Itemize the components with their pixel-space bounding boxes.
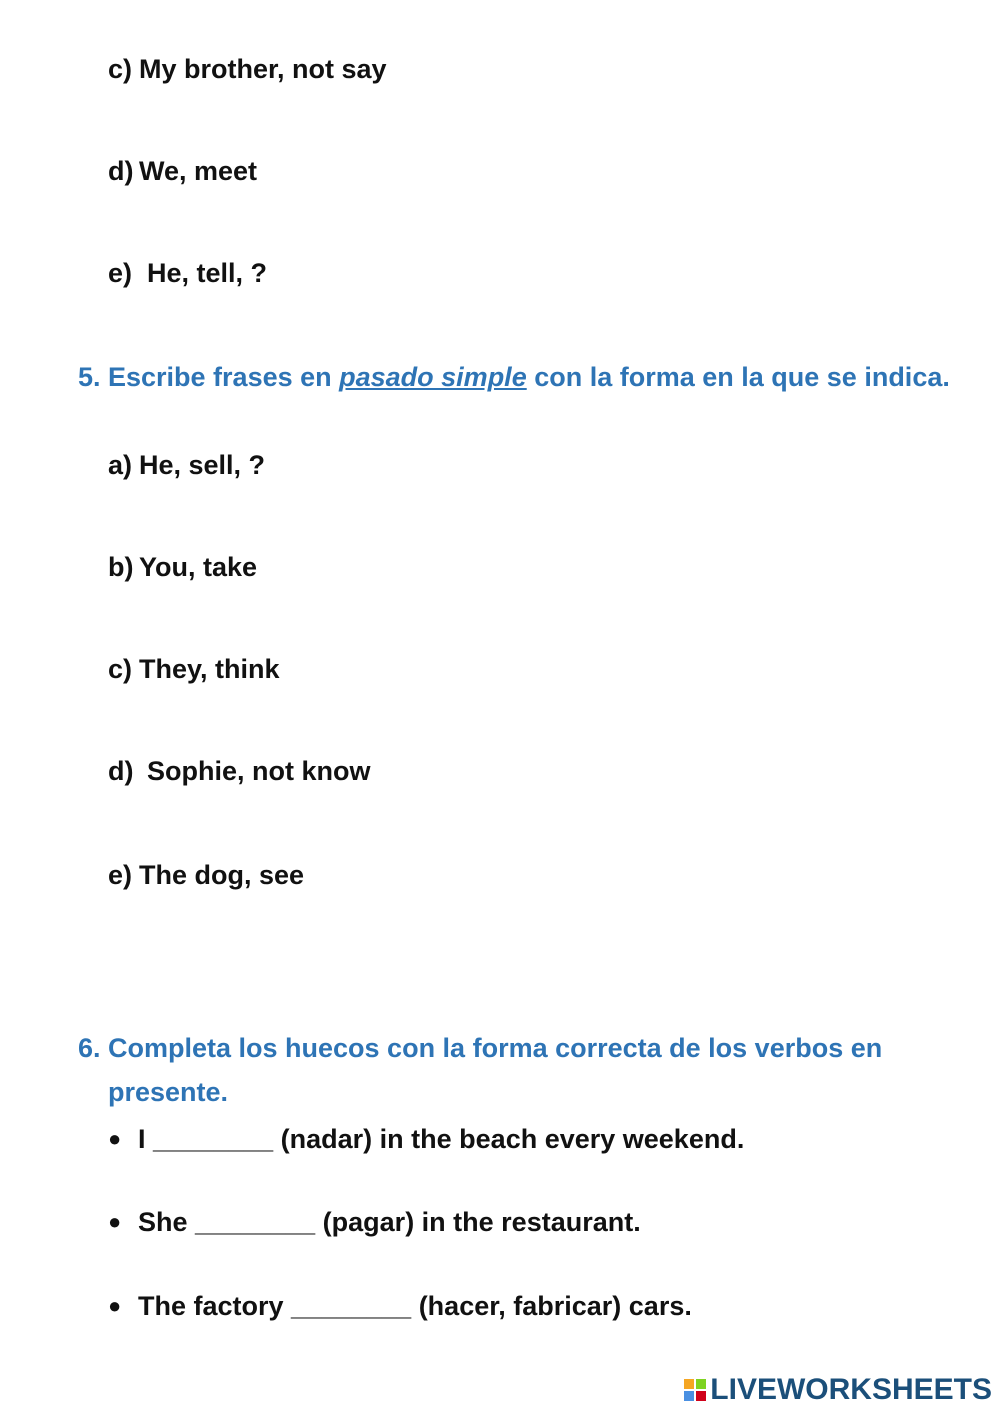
item-text-before: The factory	[138, 1291, 292, 1321]
item-text: The dog, see	[139, 860, 305, 890]
item-label: b)	[108, 552, 134, 582]
item-text-after: (nadar) in the beach every weekend.	[273, 1124, 745, 1154]
instruction-emphasis: pasado simple	[339, 362, 527, 392]
answer-blank[interactable]: ________	[153, 1124, 274, 1154]
item-text-before: I	[138, 1124, 154, 1154]
section5-item-d	[108, 753, 371, 789]
section4-item-d	[108, 153, 257, 189]
answer-blank[interactable]: ________	[291, 1291, 412, 1321]
item-label: d)	[108, 156, 134, 186]
logo-grid-icon	[684, 1379, 706, 1401]
item-text: They, think	[139, 654, 280, 684]
item-label: e)	[108, 860, 133, 890]
logo-text: LIVEWORKSHEETS	[710, 1373, 992, 1406]
section5-item-c	[108, 651, 280, 687]
bullet-icon: ●	[108, 1126, 122, 1151]
item-text-before: She	[138, 1207, 196, 1237]
item-text: He, tell, ?	[147, 258, 268, 288]
item-label: c)	[108, 654, 133, 684]
section4-item-e	[108, 255, 267, 291]
item-text: My brother, not say	[139, 54, 387, 84]
section6-instruction: Completa los huecos con la forma correcta de los verbos en presente.	[108, 1033, 883, 1107]
section4-item-c	[108, 51, 387, 87]
section5-number: 5.	[78, 362, 101, 392]
item-label: a)	[108, 450, 133, 480]
section5-item-e	[108, 857, 304, 893]
item-text: He, sell, ?	[139, 450, 266, 480]
section5-item-b	[108, 549, 257, 585]
item-text: We, meet	[139, 156, 258, 186]
section6-item-2	[138, 1204, 641, 1240]
item-label: c)	[108, 54, 133, 84]
item-text-after: (pagar) in the restaurant.	[315, 1207, 641, 1237]
section6-item-1	[138, 1121, 744, 1157]
item-label: d)	[108, 756, 134, 786]
section6-number: 6.	[78, 1033, 101, 1063]
section5-item-a	[108, 447, 265, 483]
liveworksheets-logo[interactable]	[684, 1373, 992, 1407]
item-label: e)	[108, 258, 133, 288]
item-text: You, take	[139, 552, 258, 582]
instruction-text-before: Escribe frases en	[108, 362, 340, 392]
bullet-icon: ●	[108, 1209, 122, 1234]
item-text: Sophie, not know	[147, 756, 371, 786]
section5-instruction	[108, 355, 968, 399]
bullet-icon: ●	[108, 1293, 122, 1318]
section6-item-3	[138, 1288, 692, 1324]
item-text-after: (hacer, fabricar) cars.	[411, 1291, 692, 1321]
instruction-text-after: con la forma en la que se indica.	[526, 362, 950, 392]
answer-blank[interactable]: ________	[195, 1207, 316, 1237]
